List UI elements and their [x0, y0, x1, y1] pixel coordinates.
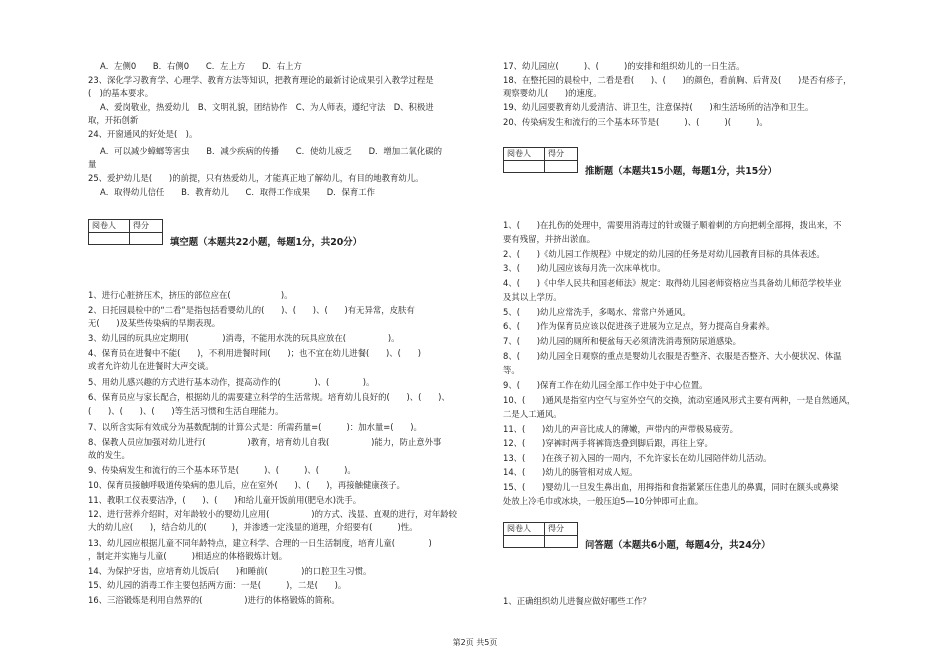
text-line: 15、( )婴幼儿一旦发生鼻出血，用拇指和食指紧紧压住患儿的鼻翼，同时在额头或鼻梁: [503, 482, 839, 492]
score-label: 得分: [130, 220, 163, 233]
text-line: 11、( )幼儿的声音比成人的薄嫩，声带内的声带极易疲劳。: [503, 424, 738, 434]
text-line: 14、( )幼儿的肠管相对成人短。: [503, 467, 638, 477]
text-line: 6、保育员应与家长配合，根据幼儿的需要建立科学的生活常规。培育幼儿良好的( )、( )、: [88, 392, 450, 402]
text-line: 17、幼儿园应( )、( )的安排和组织幼儿的一日生活。: [503, 61, 745, 71]
text-line: ( )的基本要求。: [88, 88, 154, 98]
text-line: A．可以减少蟑螂等害虫 B．减少疾病的传播 C．使幼儿疲乏 D．增加二氧化碳的: [100, 146, 443, 156]
text-line: 或者允许幼儿在进餐时大声交谈。: [88, 361, 214, 371]
text-line: 20、传染病发生和流行的三个基本环节是( )、( )( )。: [503, 117, 768, 127]
text-line: 10、保育员接触呼吸道传染病的患儿后，应在室外( )、( )，再接触健康孩子。: [88, 480, 405, 490]
text-line: 7、( )幼儿园的厕所和便盆每天必须清洗消毒预防尿道感染。: [503, 336, 741, 346]
text-line: 19、幼儿园要教育幼儿爱清洁、讲卫生，注意保持( )和生活场所的洁净和卫生。: [503, 102, 814, 112]
text-line: 12、进行营养介绍时，对年龄较小的婴幼儿应用( )的方式、浅显、直观的进行，对年龄较: [88, 509, 457, 519]
text-line: 11、教职工仪表要洁净，( )、( )和给儿童开饭前用(肥皂水)洗手。: [88, 495, 362, 505]
text-line: A．左侧0 B．右侧0 C．左上方 D．右上方: [100, 61, 302, 71]
grader-label: 阅卷人: [504, 523, 545, 536]
text-line: 2、日托园晨检中的“二看”是指包括看婴幼儿的( )、( )、( )有无异常，皮肤有: [88, 305, 415, 315]
text-line: 7、以所含实际有效成分为基数配制的计算公式是：所需药量=( )：加水量=( )。: [88, 422, 422, 432]
text-line: 5、用幼儿感兴趣的方式进行基本动作，提高动作的( )、( )。: [88, 377, 375, 387]
text-line: 4、( )《中华人民共和国老师法》规定：取得幼儿园老师资格应当具备幼儿师范学校毕业: [503, 278, 842, 288]
text-line: 1、正确组织幼儿进餐应做好哪些工作？: [503, 596, 651, 606]
text-line: 5、( )幼儿应常洗手，多喝水、常常户外通风。: [503, 307, 691, 317]
text-line: 取，开拓创新: [88, 115, 139, 125]
text-line: 4、保育员在进餐中不能( )，不利用进餐时间( )；也不宜在幼儿进餐( )、( ): [88, 348, 421, 358]
grader-label: 阅卷人: [504, 148, 545, 161]
answer-score-box: [503, 522, 578, 548]
text-line: 18、在整托园的晨检中，二看是看( )、( )的颜色，看前胸、后背及( )是否有疹子，: [503, 75, 852, 85]
fill-section-title: 填空题（本题共22小题，每题1分，共20分）: [170, 237, 362, 248]
text-line: 二是人工通风。: [503, 409, 562, 419]
text-line: 无( )及某些传染病的早期表现。: [88, 318, 221, 328]
text-line: 大的幼儿应( )，结合幼儿的( )，并渗透一定浅显的道理，介绍要有( )性。: [88, 522, 418, 532]
text-line: 2、( )《幼儿园工作规程》中规定的幼儿园的任务是对幼儿园教育目标的具体表述。: [503, 249, 825, 259]
text-line: 及其以上学历。: [503, 292, 562, 302]
judge-score-box: [503, 147, 578, 173]
text-line: 3、幼儿园的玩具应定期用( )消毒，不能用水洗的玩具应放在( )。: [88, 333, 400, 343]
text-line: 等。: [503, 365, 520, 375]
text-line: 14、为保护牙齿，应培育幼儿饭后( )和睡前( )的口腔卫生习惯。: [88, 566, 372, 576]
text-line: ( )、( )、( )等生活习惯和生活自理能力。: [88, 406, 284, 416]
text-line: ，制定并实施与儿童( )相适应的体格锻炼计划。: [88, 551, 288, 561]
score-label: 得分: [545, 148, 578, 161]
text-line: 故的发生。: [88, 450, 130, 460]
grader-label: 阅卷人: [89, 220, 130, 233]
text-line: 要有残留，并挤出淤血。: [503, 234, 596, 244]
text-line: 12、( )穿裤时两手将裤筒迭叠到脚后跟，再往上穿。: [503, 438, 713, 448]
text-line: 13、幼儿园应根据儿童不同年龄特点，建立科学、合理的一日生活制度，培育儿童( ): [88, 538, 432, 548]
fill-score-box: [88, 219, 163, 245]
text-line: 观察婴幼儿( )的速度。: [503, 88, 602, 98]
text-line: 6、( )作为保育员应该以促进孩子进展为立足点，努力提高自身素养。: [503, 321, 775, 331]
text-line: 10、( )通风是指室内空气与室外空气的交换，流动室通风形式主要有两种，一是自然通风，: [503, 395, 856, 405]
score-label: 得分: [545, 523, 578, 536]
page-footer: 第2页 共5页: [452, 638, 498, 647]
text-line: 3、( )幼儿园应该每月洗一次床单枕巾。: [503, 263, 666, 273]
text-line: 处放上冷毛巾或冰块，一般压迫5—10分钟即可止血。: [503, 496, 704, 506]
text-line: A．取得幼儿信任 B．教育幼儿 C．取得工作成果 D．保育工作: [100, 187, 376, 197]
text-line: 8、( )幼儿园全日观察的重点是婴幼儿衣服是否整齐、衣服是否整齐、大小便状况、体温: [503, 351, 842, 361]
text-line: 25、爱护幼儿是( )的前提，只有热爱幼儿，才能真正地了解幼儿，有目的地教育幼儿。: [88, 173, 424, 183]
text-line: 1、进行心脏挤压术，挤压的部位应在( )。: [88, 290, 293, 300]
answer-section-title: 问答题（本题共6小题，每题4分，共24分）: [585, 540, 771, 551]
text-line: 16、三浴锻炼是利用自然界的( )进行的体格锻炼的简称。: [88, 595, 340, 605]
text-line: 量: [88, 159, 97, 169]
text-line: 8、保教人员应加强对幼儿进行( )教育，培育幼儿自我( )能力，防止意外事: [88, 437, 442, 447]
text-line: 15、幼儿园的消毒工作主要包括两方面：一是( )，二是( )。: [88, 580, 347, 590]
judge-section-title: 推断题（本题共15小题，每题1分，共15分）: [585, 166, 777, 177]
text-line: 24、开窗通风的好处是( )。: [88, 129, 198, 139]
text-line: 9、( )保育工作在幼儿园全部工作中处于中心位置。: [503, 380, 708, 390]
text-line: A、爱岗敬业，热爱幼儿 B、文明礼貌，团结协作 C、为人师表，遵纪守法 D、积极进: [100, 102, 434, 112]
text-line: 23、深化学习教育学、心理学、教育方法等知识，把教育理论的最新讨论成果引入教学过程是: [88, 75, 434, 85]
text-line: 1、( )在扎伤的处理中，需要用消毒过的针或镊子顺着刺的方向把刺全部拇，拨出来，不: [503, 220, 842, 230]
text-line: 9、传染病发生和流行的三个基本环节是( )、( )、( )。: [88, 465, 356, 475]
text-line: 13、( )在孩子初入园的一周内，不允许家长在幼儿园陪伴幼儿活动。: [503, 453, 772, 463]
